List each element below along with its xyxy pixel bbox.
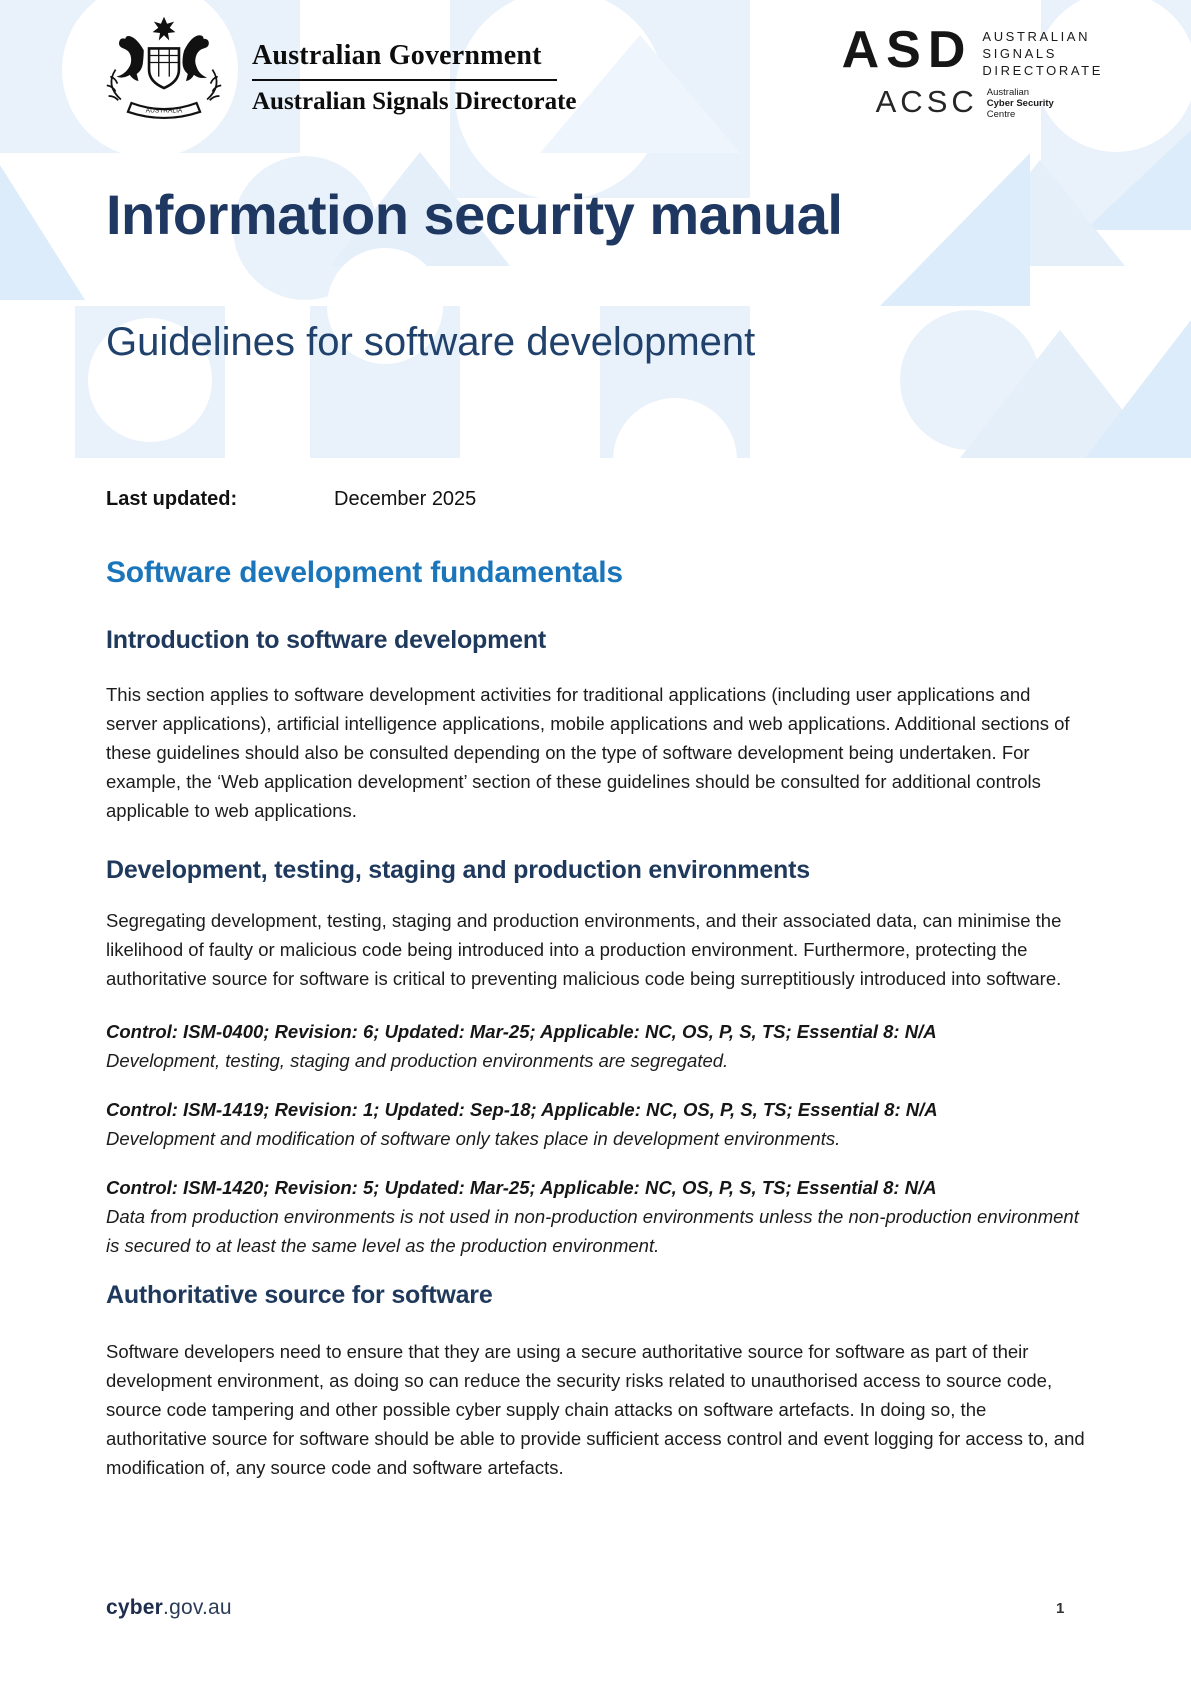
control-text: Development and modification of software only takes place in development environments. — [106, 1128, 841, 1149]
document-subtitle: Guidelines for software development — [106, 320, 756, 364]
paragraph-environments: Segregating development, testing, staging and production environments, and their associated data, can minimise the likelihood of faulty or malicious code being introduced into a production environment. Furthermore, protecting the authoritative source for software is critical to preventing malicious code being surreptitiously introduced into software. — [106, 910, 1062, 989]
asd-title-line: AUSTRALIAN — [982, 29, 1091, 44]
crest-scroll-text: AUSTRALIA — [145, 107, 183, 115]
header — [98, 14, 1103, 126]
control-meta: Control: ISM-0400; Revision: 6; Updated: Mar-25; Applicable: NC, OS, P, S, TS; Essential 8: N/A — [106, 1021, 937, 1042]
acsc-logo — [842, 83, 1103, 121]
footer-brand-cyber: cyber — [106, 1596, 164, 1619]
acsc-title-lines — [987, 87, 1054, 121]
control-ism-1419 — [106, 1095, 1086, 1153]
government-wordmark — [252, 14, 577, 116]
asd-title-line: DIRECTORATE — [982, 62, 1103, 78]
government-wordmark-line2: Australian Signals Directorate — [252, 88, 577, 115]
asd-acronym: ASD — [841, 21, 973, 79]
australian-government-logo — [98, 14, 577, 126]
subsection-heading-authoritative-source: Authoritative source for software — [106, 1281, 493, 1309]
section-heading-fundamentals: Software development fundamentals — [106, 556, 623, 589]
control-text: Data from production environments is not used in non-production environments unless the non-production environment is secured to at least the same level as the production environment. — [106, 1206, 1079, 1256]
footer-brand-govau: .gov.au — [163, 1596, 232, 1619]
control-ism-1420 — [106, 1173, 1086, 1260]
paragraph-introduction: This section applies to software development activities for traditional applications (including user applications and server applications), artificial intelligence applications, mobile applications and web applications. Additional sections of these guidelines should also be consulted depending on the type of software development being undertaken. For example, the ‘Web application development’ section of these guidelines should be consulted for additional controls applicable to web applications. — [106, 684, 1070, 821]
asd-title-line: SIGNALS — [982, 45, 1057, 61]
government-wordmark-line1: Australian Government — [252, 40, 542, 71]
subsection-heading-introduction: Introduction to software development — [106, 626, 547, 654]
last-updated-label: Last updated: — [106, 488, 238, 510]
control-ism-0400 — [106, 1017, 1086, 1075]
australian-coat-of-arms-icon — [98, 14, 230, 126]
footer-brand — [106, 1596, 232, 1620]
last-updated-value: December 2025 — [334, 488, 477, 510]
control-meta: Control: ISM-1420; Revision: 5; Updated: Mar-25; Applicable: NC, OS, P, S, TS; Essential 8: N/A — [106, 1177, 937, 1198]
document-body — [0, 488, 1191, 1482]
paragraph-authoritative-source: Software developers need to ensure that they are using a secure authoritative source for software as part of their development environment, as doing so can reduce the security risks related to unauthorised access to source code, source code tampering and other possible cyber supply chain attacks on software artefacts. In doing so, the authoritative source for software should be able to provide sufficient access control and event logging for access to, and modification of, any source code and software artefacts. — [106, 1341, 1085, 1478]
last-updated-row — [106, 488, 1086, 511]
control-meta: Control: ISM-1419; Revision: 1; Updated: Sep-18; Applicable: NC, OS, P, S, TS; Essential 8: N/A — [106, 1099, 938, 1120]
acsc-title-line: Centre — [986, 109, 1016, 121]
acsc-title-line: Cyber Security — [986, 97, 1054, 109]
subsection-heading-environments: Development, testing, staging and production environments — [106, 856, 810, 884]
acsc-title-line: Australian — [986, 86, 1030, 98]
document-title: Information security manual — [106, 183, 843, 246]
acsc-acronym: ACSC — [875, 83, 978, 119]
wordmark-divider — [252, 79, 557, 81]
control-text: Development, testing, staging and production environments are segregated. — [106, 1050, 729, 1071]
asd-logo — [842, 14, 1103, 120]
asd-title-lines — [982, 24, 1103, 80]
page-number: 1 — [1056, 1600, 1065, 1617]
cover-banner — [0, 0, 1191, 458]
